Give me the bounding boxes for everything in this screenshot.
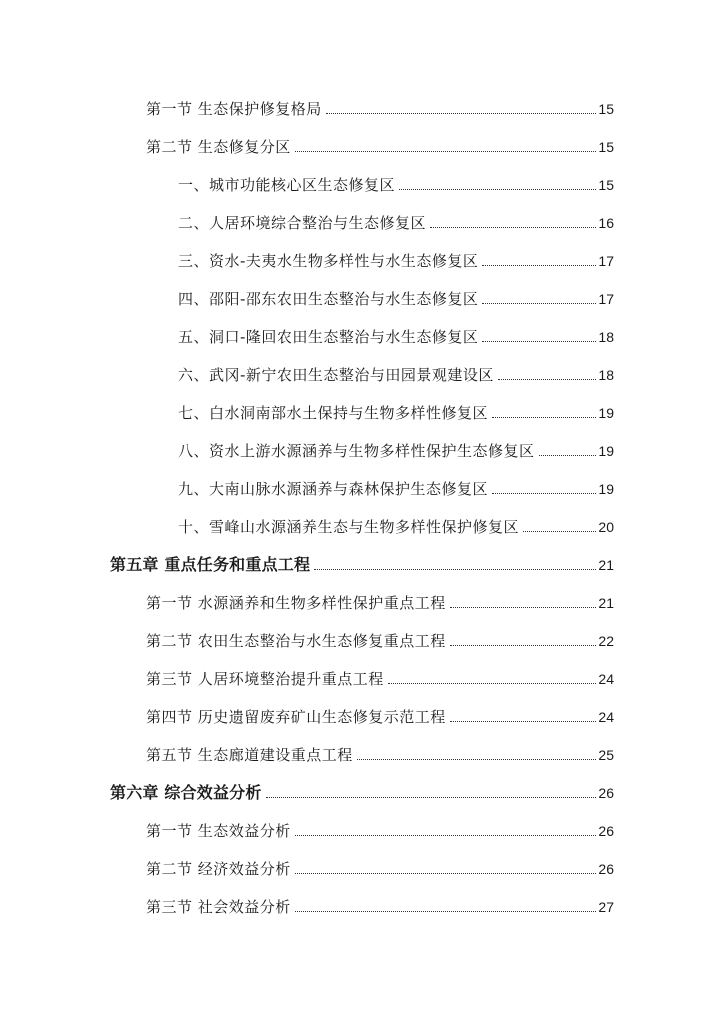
dot-leader bbox=[314, 569, 596, 570]
dot-leader bbox=[482, 303, 596, 304]
toc-chapter-entry[interactable] bbox=[0, 544, 724, 582]
dot-leader bbox=[539, 455, 597, 456]
toc-page-number: 20 bbox=[598, 519, 614, 535]
toc-entry[interactable] bbox=[0, 240, 724, 278]
toc-entry-label: 第一节 水源涵养和生物多样性保护重点工程 bbox=[146, 594, 446, 612]
toc-page-number: 24 bbox=[598, 671, 614, 687]
toc-entry-label: 九、大南山脉水源涵养与森林保护生态修复区 bbox=[178, 480, 489, 498]
toc-entry-label: 第二节 经济效益分析 bbox=[146, 860, 291, 878]
dot-leader bbox=[450, 721, 597, 722]
dot-leader bbox=[482, 265, 596, 266]
toc-entry[interactable] bbox=[0, 620, 724, 658]
toc-entry[interactable] bbox=[0, 886, 724, 924]
toc-page-number: 24 bbox=[598, 709, 614, 725]
toc-entry-label: 十、雪峰山水源涵养生态与生物多样性保护修复区 bbox=[178, 518, 520, 536]
toc-entry[interactable] bbox=[0, 582, 724, 620]
toc-entry[interactable] bbox=[0, 316, 724, 354]
toc-page-number: 15 bbox=[598, 101, 614, 117]
toc-entry-label: 第四节 历史遗留废弃矿山生态修复示范工程 bbox=[146, 708, 446, 726]
toc-entry[interactable] bbox=[0, 468, 724, 506]
dot-leader bbox=[326, 113, 597, 114]
toc-page-number: 18 bbox=[598, 329, 614, 345]
toc-page-number: 15 bbox=[598, 139, 614, 155]
dot-leader bbox=[523, 531, 596, 532]
toc-entry[interactable] bbox=[0, 354, 724, 392]
dot-leader bbox=[388, 683, 597, 684]
toc-entry-label: 第三节 人居环境整治提升重点工程 bbox=[146, 670, 384, 688]
toc-page-number: 16 bbox=[598, 215, 614, 231]
toc-entry-label: 六、武冈-新宁农田生态整治与田园景观建设区 bbox=[178, 366, 494, 384]
toc-entry-label: 五、洞口-隆回农田生态整治与水生态修复区 bbox=[178, 328, 479, 346]
toc-entry-label: 第三节 社会效益分析 bbox=[146, 898, 291, 916]
toc-page-number: 15 bbox=[598, 177, 614, 193]
toc-entry[interactable] bbox=[0, 202, 724, 240]
toc-entry[interactable] bbox=[0, 506, 724, 544]
toc-page-number: 25 bbox=[598, 747, 614, 763]
toc-page-number: 26 bbox=[598, 861, 614, 877]
toc-entry[interactable] bbox=[0, 430, 724, 468]
dot-leader bbox=[295, 911, 597, 912]
toc-entry[interactable] bbox=[0, 848, 724, 886]
dot-leader bbox=[492, 493, 596, 494]
dot-leader bbox=[492, 417, 596, 418]
dot-leader bbox=[399, 189, 596, 190]
toc-chapter-label: 第五章 重点任务和重点工程 bbox=[110, 555, 311, 574]
toc-chapter-label: 第六章 综合效益分析 bbox=[110, 783, 262, 802]
toc-entry[interactable] bbox=[0, 126, 724, 164]
toc-entry[interactable] bbox=[0, 696, 724, 734]
dot-leader bbox=[430, 227, 596, 228]
toc-entry-label: 一、城市功能核心区生态修复区 bbox=[178, 176, 396, 194]
toc-entry-label: 第五节 生态廊道建设重点工程 bbox=[146, 746, 353, 764]
toc-page-number: 26 bbox=[598, 823, 614, 839]
toc-entry[interactable] bbox=[0, 810, 724, 848]
toc-page-number: 18 bbox=[598, 367, 614, 383]
toc-entry[interactable] bbox=[0, 392, 724, 430]
dot-leader bbox=[295, 151, 597, 152]
toc-entry[interactable] bbox=[0, 658, 724, 696]
dot-leader bbox=[450, 607, 597, 608]
toc-entry[interactable] bbox=[0, 278, 724, 316]
toc-entry[interactable] bbox=[0, 734, 724, 772]
toc-page-number: 21 bbox=[598, 557, 614, 573]
table-of-contents bbox=[0, 88, 724, 924]
toc-entry-label: 三、资水-夫夷水生物多样性与水生态修复区 bbox=[178, 252, 479, 270]
dot-leader bbox=[450, 645, 597, 646]
toc-page-number: 21 bbox=[598, 595, 614, 611]
dot-leader bbox=[498, 379, 597, 380]
toc-entry-label: 第二节 生态修复分区 bbox=[146, 138, 291, 156]
toc-entry[interactable] bbox=[0, 88, 724, 126]
dot-leader bbox=[295, 835, 597, 836]
dot-leader bbox=[295, 873, 597, 874]
toc-page-number: 19 bbox=[598, 481, 614, 497]
toc-page-number: 17 bbox=[598, 291, 614, 307]
toc-entry-label: 八、资水上游水源涵养与生物多样性保护生态修复区 bbox=[178, 442, 535, 460]
dot-leader bbox=[357, 759, 597, 760]
toc-entry[interactable] bbox=[0, 164, 724, 202]
toc-entry-label: 四、邵阳-邵东农田生态整治与水生态修复区 bbox=[178, 290, 479, 308]
toc-page-number: 17 bbox=[598, 253, 614, 269]
dot-leader bbox=[482, 341, 596, 342]
toc-entry-label: 第一节 生态效益分析 bbox=[146, 822, 291, 840]
toc-page-number: 19 bbox=[598, 405, 614, 421]
dot-leader bbox=[266, 797, 597, 798]
toc-entry-label: 七、白水洞南部水土保持与生物多样性修复区 bbox=[178, 404, 489, 422]
toc-page-number: 26 bbox=[598, 785, 614, 801]
toc-entry-label: 第一节 生态保护修复格局 bbox=[146, 100, 322, 118]
toc-page-number: 19 bbox=[598, 443, 614, 459]
toc-chapter-entry[interactable] bbox=[0, 772, 724, 810]
toc-page-number: 22 bbox=[598, 633, 614, 649]
toc-page-number: 27 bbox=[598, 899, 614, 915]
toc-entry-label: 二、人居环境综合整治与生态修复区 bbox=[178, 214, 427, 232]
toc-entry-label: 第二节 农田生态整治与水生态修复重点工程 bbox=[146, 632, 446, 650]
